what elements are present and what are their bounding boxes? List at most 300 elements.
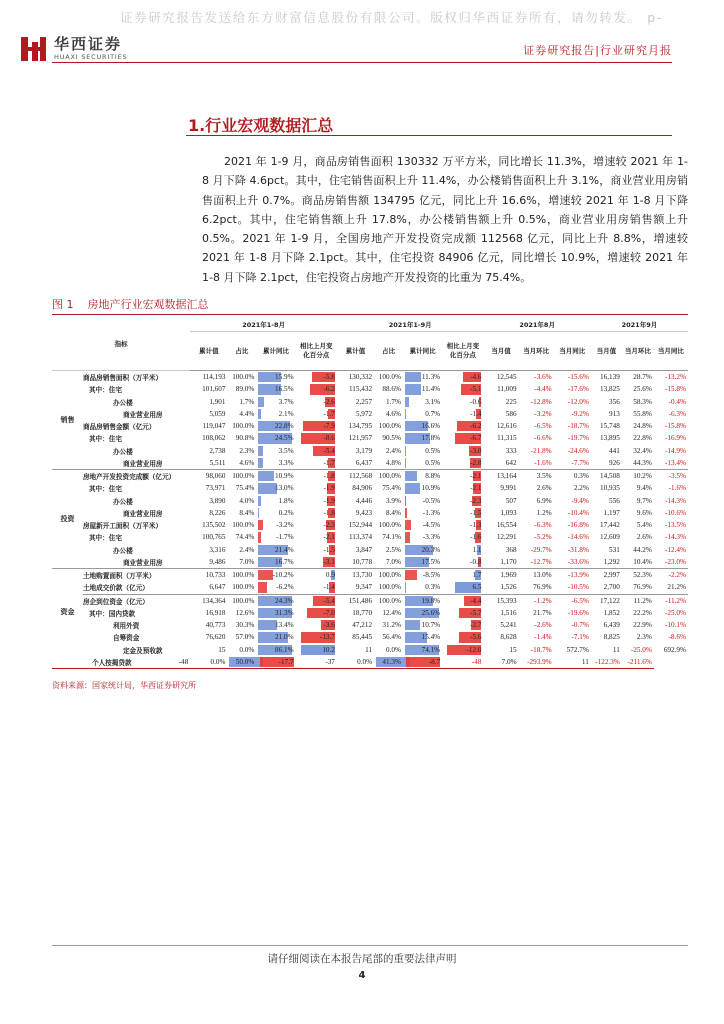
table-cell: 113,374 bbox=[348, 533, 373, 542]
section-title: 1.行业宏观数据汇总 bbox=[188, 116, 334, 135]
row-indicator-name: 商业营业用房 bbox=[122, 459, 163, 468]
table-cell: -21.8% bbox=[530, 446, 552, 455]
huaxi-logo-icon bbox=[18, 34, 48, 64]
table-cell: 4.8% bbox=[385, 458, 401, 467]
table-cell: 1,526 bbox=[500, 583, 517, 592]
table-cell bbox=[256, 556, 295, 569]
table-cell: -19.6% bbox=[567, 608, 589, 617]
cell-value: -1.8 bbox=[323, 472, 335, 481]
cell-value: 3.7% bbox=[278, 397, 294, 406]
table-cell: 40,773 bbox=[205, 621, 226, 630]
table-cell bbox=[296, 631, 337, 643]
data-bar bbox=[405, 496, 406, 506]
data-bar bbox=[405, 409, 406, 419]
cell-value: -2.1 bbox=[323, 533, 335, 542]
data-bar bbox=[258, 532, 260, 542]
table-cell: -13.5% bbox=[665, 521, 686, 530]
table-cell: -18.7% bbox=[530, 645, 552, 654]
cell-value: -1.7 bbox=[323, 458, 335, 467]
table-cell: 119,047 bbox=[202, 422, 226, 431]
table-cell: 28.7% bbox=[633, 373, 652, 382]
table-cell: -48 bbox=[442, 656, 483, 669]
row-group-label: 销售 bbox=[60, 416, 75, 424]
table-row bbox=[52, 432, 688, 444]
table-row bbox=[52, 519, 688, 531]
cell-value: 11.3% bbox=[421, 373, 441, 382]
table-cell: 0.0% bbox=[337, 656, 374, 669]
cell-value: 16.5% bbox=[275, 385, 294, 394]
table-row bbox=[52, 531, 688, 543]
table-cell: 75.4% bbox=[382, 484, 401, 493]
table-cell: 134,795 bbox=[348, 422, 373, 431]
table-cell: 56.4% bbox=[382, 633, 401, 642]
cell-value: 17.8% bbox=[421, 434, 441, 443]
table-cell bbox=[256, 644, 295, 656]
table-row bbox=[52, 420, 688, 432]
row-indicator-name: 利用外资 bbox=[112, 622, 140, 631]
row-indicator-name: 办公楼 bbox=[112, 398, 133, 407]
table-cell bbox=[442, 619, 483, 631]
header-col: 当月同比 bbox=[654, 332, 688, 371]
table-cell: 13.0% bbox=[519, 569, 554, 582]
header-group-2021-1-9: 2021年1-9月 bbox=[337, 317, 484, 332]
table-cell: -19.7% bbox=[567, 434, 589, 443]
table-cell bbox=[296, 445, 337, 457]
table-cell bbox=[442, 544, 483, 556]
table-cell: 8.4% bbox=[239, 508, 255, 517]
table-cell: 2.3% bbox=[636, 633, 652, 642]
logo-cn-text: 华西证券 bbox=[54, 35, 123, 53]
cell-value: 0.5% bbox=[425, 446, 441, 455]
table-cell: 10.4% bbox=[633, 557, 652, 566]
table-header bbox=[52, 317, 688, 371]
cell-value: -3.2% bbox=[276, 521, 294, 530]
table-cell: 16,918 bbox=[205, 608, 226, 617]
table-cell: 1,197 bbox=[603, 508, 620, 517]
table-cell: 47,212 bbox=[352, 621, 373, 630]
table-cell: -17.6% bbox=[567, 385, 589, 394]
table-cell: 130,332 bbox=[348, 373, 373, 382]
table-cell bbox=[403, 408, 442, 420]
cell-value: -6.7 bbox=[470, 434, 482, 443]
table-cell: -211.6% bbox=[622, 656, 654, 669]
table-cell: -16.9% bbox=[665, 434, 686, 443]
table-cell bbox=[256, 470, 295, 483]
table-cell bbox=[296, 607, 337, 619]
data-bar bbox=[258, 471, 273, 481]
table-cell: 5,511 bbox=[209, 458, 226, 467]
header-group-2021-1-8: 2021年1-8月 bbox=[190, 317, 337, 332]
cell-value: -5.6 bbox=[470, 633, 482, 642]
table-cell: 5,241 bbox=[500, 621, 517, 630]
cell-value: -13.7 bbox=[319, 633, 335, 642]
cell-value: -0.8 bbox=[470, 557, 482, 566]
table-cell: 10.2% bbox=[622, 470, 654, 483]
table-cell bbox=[403, 396, 442, 408]
table-cell: 44.2% bbox=[633, 545, 652, 554]
data-bar bbox=[258, 409, 261, 419]
table-cell bbox=[442, 371, 483, 384]
table-cell bbox=[442, 531, 483, 543]
table-cell: -1.6% bbox=[668, 484, 686, 493]
table-cell: 2.4% bbox=[239, 545, 255, 554]
table-cell: 100.0% bbox=[378, 583, 401, 592]
table-cell bbox=[256, 507, 295, 519]
table-cell: -37 bbox=[296, 656, 337, 669]
table-cell: 225 bbox=[505, 397, 517, 406]
table-cell: 0.3% bbox=[554, 470, 591, 483]
table-cell bbox=[442, 644, 483, 656]
footer-divider bbox=[52, 945, 688, 946]
data-bar bbox=[258, 458, 263, 468]
table-row bbox=[52, 594, 688, 607]
table-cell: 9,991 bbox=[500, 484, 517, 493]
cell-value: -3.6 bbox=[323, 621, 335, 630]
cell-value: -12.0 bbox=[466, 645, 482, 654]
logo-en-text: HUAXI SECURITIES bbox=[54, 53, 128, 61]
table-cell: -0.4% bbox=[668, 397, 686, 406]
table-cell: -2.2% bbox=[654, 569, 688, 582]
cell-value: 17.5% bbox=[421, 557, 441, 566]
table-cell: 76.9% bbox=[533, 583, 552, 592]
table-cell: 13,895 bbox=[600, 434, 620, 443]
table-cell bbox=[256, 408, 295, 420]
table-cell: 926 bbox=[609, 458, 620, 467]
cell-value: -5.1 bbox=[470, 385, 482, 394]
table-cell bbox=[403, 581, 442, 594]
table-cell: 2.6% bbox=[636, 533, 652, 542]
table-cell: 2,997 bbox=[591, 569, 622, 582]
row-indicator-name: 其中：住宅 bbox=[88, 386, 122, 395]
table-cell: 52.3% bbox=[622, 569, 654, 582]
watermark-text: 证券研究报告发送给东方财富信息股份有限公司。版权归华西证券所有，请勿转发。 p- bbox=[120, 10, 663, 25]
cell-value: 50.0% bbox=[235, 657, 255, 666]
table-body bbox=[52, 371, 688, 669]
table-cell: 11,315 bbox=[497, 434, 517, 443]
cell-value: 0.2% bbox=[278, 508, 294, 517]
table-cell: -15.8% bbox=[665, 385, 686, 394]
table-cell bbox=[403, 495, 442, 507]
table-cell bbox=[403, 445, 442, 457]
table-cell: 3,847 bbox=[355, 545, 373, 554]
cell-value: -6.2 bbox=[323, 385, 335, 394]
table-cell: 90.5% bbox=[382, 434, 401, 443]
figure-label: 图 1 bbox=[52, 298, 74, 311]
table-cell bbox=[256, 482, 295, 494]
table-cell bbox=[296, 408, 337, 420]
table-cell: 22.9% bbox=[633, 621, 652, 630]
table-row bbox=[52, 396, 688, 408]
table-cell bbox=[403, 420, 442, 432]
cell-value: -1.9 bbox=[323, 496, 335, 505]
table-cell: 586 bbox=[505, 409, 517, 418]
header-col: 累计值 bbox=[337, 332, 374, 371]
table-row bbox=[52, 569, 688, 582]
table-cell bbox=[256, 445, 295, 457]
table-cell: -13.9% bbox=[554, 569, 591, 582]
table-row bbox=[52, 619, 688, 631]
cell-value: -2.8 bbox=[470, 458, 482, 467]
cell-value: 10.2 bbox=[322, 645, 335, 654]
table-cell: -14.3% bbox=[665, 496, 686, 505]
row-indicator-name: 房企到位资金（亿元） bbox=[83, 594, 190, 607]
cell-value: -1.3 bbox=[470, 521, 482, 530]
table-cell bbox=[296, 519, 337, 531]
cell-value: 6.5 bbox=[472, 583, 482, 592]
data-bar bbox=[258, 397, 263, 407]
table-cell: 21.7% bbox=[533, 608, 552, 617]
table-cell: -12.4% bbox=[665, 545, 686, 554]
cell-value: -2.7 bbox=[470, 621, 482, 630]
row-indicator-name: 商业营业用房 bbox=[122, 509, 163, 518]
table-cell: 115,432 bbox=[348, 385, 373, 394]
cell-value: 1.8% bbox=[278, 496, 294, 505]
table-cell: 2,700 bbox=[603, 583, 620, 592]
page-number: 4 bbox=[358, 970, 366, 981]
table-cell: 11 bbox=[365, 645, 373, 654]
table-cell: 0.0% bbox=[190, 656, 227, 669]
table-cell: 4.6% bbox=[385, 409, 401, 418]
header-col: 相比上月变化百分点 bbox=[442, 332, 483, 371]
table-cell bbox=[403, 569, 442, 582]
row-indicator-name: 商品房销售面积（万平米） bbox=[82, 374, 163, 383]
table-cell: -25.0% bbox=[630, 645, 652, 654]
table-cell: 58.3% bbox=[633, 397, 652, 406]
table-cell: 13,164 bbox=[483, 470, 518, 483]
table-cell: 100.0% bbox=[227, 470, 256, 483]
cell-value: -1.7% bbox=[276, 533, 294, 542]
table-cell: 108,062 bbox=[202, 434, 226, 443]
table-cell: 2,738 bbox=[209, 446, 226, 455]
table-cell: 441 bbox=[609, 446, 620, 455]
table-cell: -23.0% bbox=[665, 557, 686, 566]
table-cell bbox=[403, 631, 442, 643]
table-cell: 100.0% bbox=[374, 569, 403, 582]
table-cell bbox=[256, 619, 295, 631]
data-bar bbox=[405, 471, 417, 481]
table-cell: 913 bbox=[609, 409, 620, 418]
cell-value: 24.5% bbox=[275, 434, 294, 443]
data-bar bbox=[405, 570, 417, 580]
header-col: 累计同比 bbox=[403, 332, 442, 371]
table-cell bbox=[403, 531, 442, 543]
cell-value: 0.7% bbox=[425, 409, 441, 418]
table-cell: -9.2% bbox=[571, 409, 589, 418]
cell-value: -2.3 bbox=[323, 521, 335, 530]
table-cell: 692.9% bbox=[663, 645, 686, 654]
table-cell: 507 bbox=[505, 496, 517, 505]
table-cell: 2.5% bbox=[385, 545, 401, 554]
table-cell bbox=[374, 656, 403, 669]
table-row bbox=[52, 383, 688, 395]
table-cell bbox=[256, 420, 295, 432]
table-row bbox=[52, 607, 688, 619]
table-cell: 12.4% bbox=[382, 608, 401, 617]
table-cell: 9,486 bbox=[209, 557, 226, 566]
cell-value: -1.5 bbox=[470, 508, 482, 517]
table-cell: 15,393 bbox=[483, 594, 518, 607]
table-cell: 6.9% bbox=[536, 496, 552, 505]
table-cell bbox=[403, 470, 442, 483]
table-cell: 12,291 bbox=[496, 533, 517, 542]
table-cell bbox=[296, 594, 337, 607]
table-cell: 9.4% bbox=[636, 484, 652, 493]
table-cell: 17,442 bbox=[600, 521, 620, 530]
table-cell: 3.5% bbox=[519, 470, 554, 483]
header-col: 当月值 bbox=[591, 332, 622, 371]
cell-value: -4.5% bbox=[422, 521, 441, 530]
row-indicator-name: 房地产开发投资完成额（亿元） bbox=[83, 470, 190, 483]
table-cell: 12.6% bbox=[235, 608, 255, 617]
row-indicator-name: 个人按揭贷款 bbox=[52, 656, 83, 669]
table-cell bbox=[403, 457, 442, 470]
table-cell: 0.0% bbox=[239, 645, 255, 654]
table-cell: 22.8% bbox=[633, 434, 652, 443]
table-cell: 531 bbox=[609, 545, 620, 554]
table-cell: 18,770 bbox=[352, 608, 373, 617]
cell-value: -7.0 bbox=[323, 608, 335, 617]
data-bar bbox=[258, 582, 267, 592]
table-cell bbox=[442, 581, 483, 594]
data-bar bbox=[405, 397, 409, 407]
cell-value: 21.0% bbox=[275, 633, 294, 642]
table-cell: -4.4% bbox=[534, 385, 552, 394]
cell-value: -5.7 bbox=[470, 608, 482, 617]
table-cell bbox=[403, 619, 442, 631]
cell-value: -6.2 bbox=[470, 422, 482, 431]
table-cell bbox=[296, 470, 337, 483]
table-cell: 21.2% bbox=[667, 583, 686, 592]
header-col: 累计同比 bbox=[256, 332, 295, 371]
cell-value: 10.9% bbox=[275, 472, 294, 481]
table-cell: -12.8% bbox=[530, 397, 552, 406]
data-bar bbox=[405, 508, 407, 518]
cell-value: -0.5% bbox=[422, 496, 441, 505]
table-cell: 15 bbox=[218, 645, 226, 654]
data-bar bbox=[405, 372, 421, 382]
table-row bbox=[52, 445, 688, 457]
cell-value: 1.1 bbox=[472, 545, 482, 554]
table-cell: 100.0% bbox=[374, 470, 403, 483]
data-bar bbox=[405, 620, 420, 630]
table-cell: 572.7% bbox=[566, 645, 589, 654]
table-cell: 55.8% bbox=[633, 409, 652, 418]
table-row bbox=[52, 556, 688, 569]
table-cell: 2.2% bbox=[573, 484, 589, 493]
table-cell: 14,508 bbox=[591, 470, 622, 483]
table-cell: 11,009 bbox=[497, 385, 517, 394]
table-cell: 1,170 bbox=[500, 557, 517, 566]
table-cell: -29.7% bbox=[530, 545, 552, 554]
table-cell bbox=[296, 432, 337, 444]
cell-value: 13.4% bbox=[275, 621, 294, 630]
table-cell: 10,733 bbox=[190, 569, 227, 582]
table-cell: 85,445 bbox=[352, 633, 373, 642]
table-cell: 9,347 bbox=[355, 583, 373, 592]
table-cell: 152,944 bbox=[348, 521, 373, 530]
table-cell: -9.4% bbox=[571, 496, 589, 505]
table-cell: 100.0% bbox=[227, 594, 256, 607]
table-cell: -0.7% bbox=[571, 621, 589, 630]
table-cell: -10.5% bbox=[567, 583, 589, 592]
table-cell: -293.9% bbox=[519, 656, 554, 669]
table-cell bbox=[256, 519, 295, 531]
table-cell: 100,765 bbox=[202, 533, 226, 542]
cell-value: -2.6 bbox=[323, 397, 335, 406]
cell-value: 0.5% bbox=[425, 458, 441, 467]
cell-value: 20.3% bbox=[421, 545, 441, 554]
table-cell bbox=[256, 531, 295, 543]
table-cell: 1.2% bbox=[536, 508, 552, 517]
cell-value: -2.1 bbox=[470, 484, 482, 493]
table-cell: 16,554 bbox=[496, 521, 517, 530]
table-cell: -7.7% bbox=[571, 458, 589, 467]
cell-value: 16.7% bbox=[275, 557, 294, 566]
table-cell: 24.8% bbox=[633, 422, 652, 431]
table-cell: -10.1% bbox=[665, 621, 686, 630]
table-cell: 8,825 bbox=[603, 633, 620, 642]
table-cell: 75.4% bbox=[235, 484, 255, 493]
table-row bbox=[52, 631, 688, 643]
header-divider bbox=[52, 62, 672, 63]
table-cell: 100.0% bbox=[232, 583, 255, 592]
figure-caption bbox=[52, 296, 223, 312]
table-cell: -6.3% bbox=[668, 409, 686, 418]
cell-value: -2.1 bbox=[470, 472, 482, 481]
figure-title: 房地产行业宏观数据汇总 bbox=[87, 298, 209, 311]
cell-value: 11.4% bbox=[421, 385, 441, 394]
table-cell: 4,446 bbox=[355, 496, 373, 505]
table-cell: -3.2% bbox=[534, 409, 552, 418]
cell-value: -2.3 bbox=[470, 496, 482, 505]
table-cell: 3.9% bbox=[385, 496, 401, 505]
table-cell bbox=[296, 371, 337, 384]
row-indicator-name: 办公楼 bbox=[112, 497, 133, 506]
table-cell: -1.6% bbox=[534, 458, 552, 467]
cell-value: -7.9 bbox=[323, 422, 335, 431]
table-cell bbox=[442, 519, 483, 531]
cell-value: -6.2% bbox=[276, 583, 294, 592]
table-row bbox=[52, 544, 688, 556]
header-col: 当月环比 bbox=[519, 332, 554, 371]
table-cell: -10.6% bbox=[665, 508, 686, 517]
table-cell bbox=[256, 383, 295, 395]
table-cell: 100.0% bbox=[232, 521, 255, 530]
table-cell: 22.2% bbox=[633, 608, 652, 617]
cell-value: 19.8% bbox=[421, 596, 441, 605]
table-cell bbox=[296, 457, 337, 470]
row-indicator-name: 办公楼 bbox=[112, 447, 133, 456]
macro-data-table bbox=[52, 317, 688, 669]
cell-value: 3.1% bbox=[425, 397, 441, 406]
table-cell: -12.7% bbox=[530, 557, 552, 566]
table-cell bbox=[296, 531, 337, 543]
cell-value: 8.8% bbox=[425, 472, 441, 481]
table-row bbox=[52, 457, 688, 470]
table-cell bbox=[296, 396, 337, 408]
cell-value: -1.7 bbox=[323, 409, 335, 418]
table-cell: 121,957 bbox=[348, 434, 373, 443]
table-cell: -15.6% bbox=[567, 373, 589, 382]
table-cell bbox=[256, 432, 295, 444]
table-cell: 6,439 bbox=[603, 621, 620, 630]
table-cell: 13,825 bbox=[600, 385, 620, 394]
table-cell: -3.6% bbox=[534, 373, 552, 382]
table-cell bbox=[296, 581, 337, 594]
cell-value: 10.9% bbox=[421, 484, 441, 493]
table-cell: -14.6% bbox=[567, 533, 589, 542]
figure-divider bbox=[52, 314, 688, 315]
